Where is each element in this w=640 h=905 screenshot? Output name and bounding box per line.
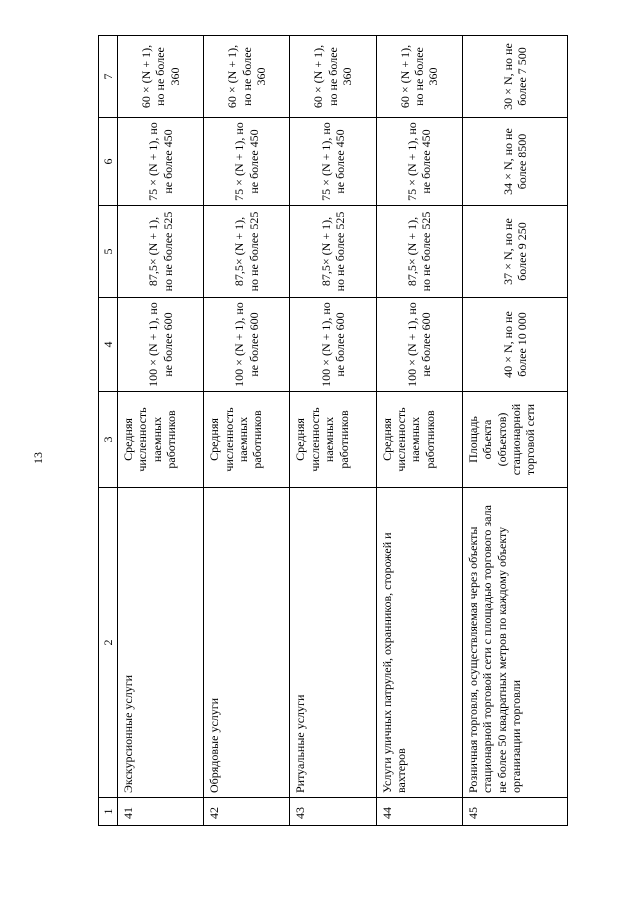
service-name: Услуги уличных патрулей, охранников, сторожей и вахтеров (376, 488, 462, 798)
rate-col-5: 37 × N, но не более 9 250 (462, 206, 567, 298)
table-row (204, 36, 290, 826)
rate-col-6: 75 × (N + 1), но не более 450 (204, 118, 290, 206)
service-name: Розничная торговля, осуществляемая через объекты стационарной торговой сети с площадью торгового зала не более 50 квадратных метров по каждому объекту организации торговли (462, 488, 567, 798)
rate-col-6: 34 × N, но не более 8500 (462, 118, 567, 206)
header-col-6: 6 (99, 118, 118, 206)
table-row (290, 36, 376, 826)
indicator: Средняя численность наемных работников (118, 392, 204, 488)
row-number: 45 (462, 798, 567, 826)
rate-col-4: 100 × (N + 1), но не более 600 (290, 298, 376, 392)
rate-col-7: 60 × (N + 1), но не более 360 (290, 36, 376, 118)
rate-col-4: 100 × (N + 1), но не более 600 (376, 298, 462, 392)
rate-col-5: 87,5× (N + 1), но не более 525 (118, 206, 204, 298)
rate-col-7: 60 × (N + 1), но не более 360 (118, 36, 204, 118)
rate-col-4: 100 × (N + 1), но не более 600 (204, 298, 290, 392)
landscape-table-container (98, 36, 568, 826)
header-col-5: 5 (99, 206, 118, 298)
header-col-7: 7 (99, 36, 118, 118)
rate-col-5: 87,5× (N + 1), но не более 525 (204, 206, 290, 298)
service-name: Ритуальные услуги (290, 488, 376, 798)
indicator: Средняя численность наемных работников (290, 392, 376, 488)
rate-col-5: 87,5× (N + 1), но не более 525 (376, 206, 462, 298)
table-row (118, 36, 204, 826)
rate-col-7: 60 × (N + 1), но не более 360 (376, 36, 462, 118)
rate-col-6: 75 × (N + 1), но не более 450 (290, 118, 376, 206)
header-col-1: 1 (99, 798, 118, 826)
page-number: 13 (31, 452, 45, 464)
rate-col-6: 75 × (N + 1), но не более 450 (118, 118, 204, 206)
rate-col-6: 75 × (N + 1), но не более 450 (376, 118, 462, 206)
header-col-4: 4 (99, 298, 118, 392)
service-name: Экскурсионные услуги (118, 488, 204, 798)
header-col-2: 2 (99, 488, 118, 798)
rate-col-7: 60 × (N + 1), но не более 360 (204, 36, 290, 118)
row-number: 42 (204, 798, 290, 826)
row-number: 43 (290, 798, 376, 826)
row-number: 41 (118, 798, 204, 826)
header-row (99, 36, 118, 826)
rate-col-5: 87,5× (N + 1), но не более 525 (290, 206, 376, 298)
rate-col-4: 100 × (N + 1), но не более 600 (118, 298, 204, 392)
header-col-3: 3 (99, 392, 118, 488)
indicator: Средняя численность наемных работников (204, 392, 290, 488)
rate-col-7: 30 × N, но не более 7 500 (462, 36, 567, 118)
row-number: 44 (376, 798, 462, 826)
indicator: Площадь объекта (объектов) стационарной торговой сети (462, 392, 567, 488)
service-name: Обрядовые услуги (204, 488, 290, 798)
table-row (376, 36, 462, 826)
indicator: Средняя численность наемных работников (376, 392, 462, 488)
rates-table (98, 35, 568, 826)
rate-col-4: 40 × N, но не более 10 000 (462, 298, 567, 392)
rotated-sheet (98, 36, 568, 826)
table-row (462, 36, 567, 826)
